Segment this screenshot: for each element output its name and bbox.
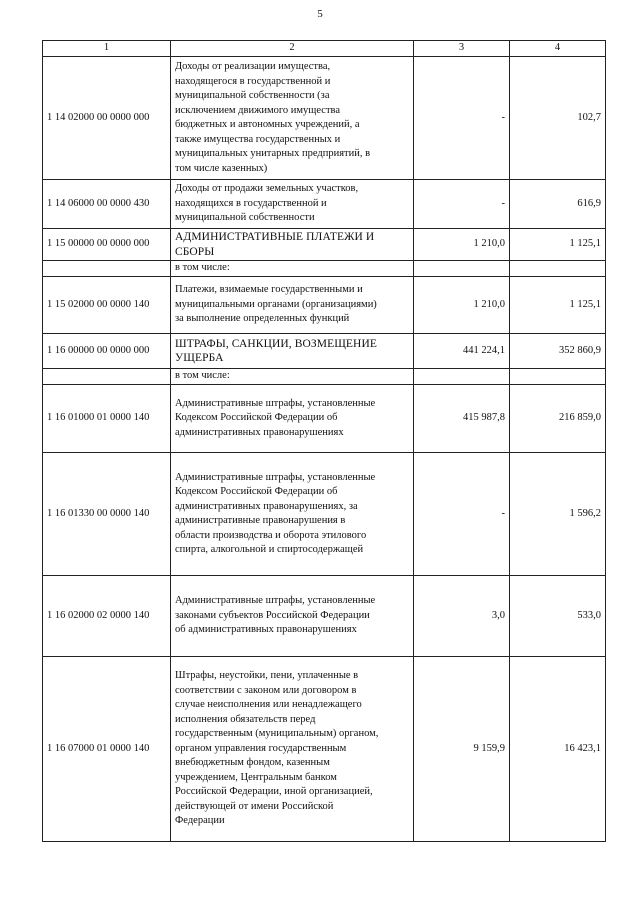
- plan-value-cell: 1 210,0: [414, 229, 510, 261]
- plan-value-cell: 9 159,9: [414, 657, 510, 842]
- description-cell: [171, 657, 414, 842]
- description-line: том числе казенных): [175, 162, 268, 174]
- description-line: исключением движимого имущества: [175, 104, 341, 116]
- description-cell: [171, 229, 414, 261]
- code-cell: [43, 369, 171, 385]
- plan-value-cell: -: [414, 180, 510, 229]
- description-line: исполнения обязательств перед: [175, 713, 316, 725]
- column-header: 3: [414, 41, 510, 57]
- description-line: Доходы от продажи земельных участков,: [175, 183, 359, 195]
- table-subheader-row: [43, 261, 606, 277]
- value-cell: [510, 369, 606, 385]
- description-cell: [171, 180, 414, 229]
- description-line: Российской Федерации, иной организацией,: [175, 786, 373, 798]
- actual-value-cell: 352 860,9: [510, 334, 606, 369]
- table-row: [43, 334, 606, 369]
- description-line: Кодексом Российской Федерации об: [175, 486, 338, 497]
- description-line: также имущества государственных и: [175, 133, 341, 145]
- description-line: государственным (муниципальным) органом,: [175, 728, 379, 740]
- description-line: внебюджетным фондом, казенным: [175, 757, 330, 769]
- table-row: [43, 385, 606, 453]
- description-line: за выполнение определенных функций: [175, 313, 350, 325]
- revenue-table: [42, 40, 606, 842]
- table-subheader-row: [43, 369, 606, 385]
- page-number: 5: [317, 8, 323, 20]
- plan-value-cell: 1 210,0: [414, 277, 510, 334]
- description-line: случае неисполнения или ненадлежащего: [175, 699, 362, 711]
- budget-code-cell: 1 15 02000 00 0000 140: [43, 277, 171, 334]
- description-line: Административные штрафы, установленные: [175, 471, 376, 483]
- actual-value-cell: 616,9: [510, 180, 606, 229]
- subheading-cell: в том числе:: [171, 369, 414, 385]
- description-line: находящихся в государственной и: [175, 197, 327, 209]
- actual-value-cell: 102,7: [510, 57, 606, 180]
- description-line: административных правонарушениях: [175, 426, 344, 438]
- description-line: Штрафы, неустойки, пени, уплаченные в: [175, 670, 359, 682]
- description-line: об административных правонарушениях: [175, 624, 357, 636]
- description-line: СБОРЫ: [175, 245, 215, 258]
- budget-code-cell: 1 14 02000 00 0000 000: [43, 57, 171, 180]
- table-row: [43, 453, 606, 576]
- table-row: [43, 229, 606, 261]
- description-line: АДМИНИСТРАТИВНЫЕ ПЛАТЕЖИ И: [175, 231, 375, 243]
- description-cell: [171, 277, 414, 334]
- actual-value-cell: 216 859,0: [510, 385, 606, 453]
- actual-value-cell: 533,0: [510, 576, 606, 657]
- plan-value-cell: -: [414, 453, 510, 576]
- budget-code-cell: 1 16 07000 01 0000 140: [43, 657, 171, 842]
- budget-code-cell: 1 15 00000 00 0000 000: [43, 229, 171, 261]
- description-line: муниципальными органами (организациями): [175, 298, 377, 310]
- description-line: муниципальных унитарных предприятий, в: [175, 148, 371, 159]
- value-cell: [510, 261, 606, 277]
- actual-value-cell: 1 125,1: [510, 229, 606, 261]
- description-line: муниципальной собственности (за: [175, 90, 330, 101]
- value-cell: [414, 369, 510, 385]
- description-line: административных правонарушениях, за: [175, 500, 358, 512]
- description-line: органом управления государственным: [175, 742, 347, 754]
- description-line: Административные штрафы, установленные: [175, 397, 376, 409]
- subheading-cell: в том числе:: [171, 261, 414, 277]
- description-line: Федерации: [175, 815, 225, 827]
- description-line: соответствии с законом или договором в: [175, 684, 357, 696]
- actual-value-cell: 1 125,1: [510, 277, 606, 334]
- description-cell: [171, 334, 414, 369]
- description-line: спирта, алкогольной и спиртосодержащей: [175, 544, 364, 555]
- table-row: [43, 657, 606, 842]
- description-line: Кодексом Российской Федерации об: [175, 412, 338, 424]
- value-cell: [414, 261, 510, 277]
- plan-value-cell: -: [414, 57, 510, 180]
- description-line: Административные штрафы, установленные: [175, 595, 376, 607]
- budget-code-cell: 1 16 02000 02 0000 140: [43, 576, 171, 657]
- plan-value-cell: 415 987,8: [414, 385, 510, 453]
- description-line: учреждением, Центральным банком: [175, 771, 337, 783]
- table-row: [43, 57, 606, 180]
- description-cell: [171, 57, 414, 180]
- description-line: бюджетных и автономных учреждений, а: [175, 119, 360, 130]
- table-row: [43, 180, 606, 229]
- description-cell: [171, 453, 414, 576]
- description-line: ШТРАФЫ, САНКЦИИ, ВОЗМЕЩЕНИЕ: [175, 337, 377, 350]
- description-line: административные правонарушения в: [175, 515, 346, 526]
- description-line: законами субъектов Российской Федерации: [175, 609, 370, 621]
- plan-value-cell: 441 224,1: [414, 334, 510, 369]
- plan-value-cell: 3,0: [414, 576, 510, 657]
- description-line: находящегося в государственной и: [175, 75, 331, 87]
- column-header: 1: [43, 41, 171, 57]
- actual-value-cell: 1 596,2: [510, 453, 606, 576]
- description-line: муниципальной собственности: [175, 212, 315, 224]
- column-header: 4: [510, 41, 606, 57]
- description-cell: [171, 576, 414, 657]
- code-cell: [43, 261, 171, 277]
- column-header: 2: [171, 41, 414, 57]
- actual-value-cell: 16 423,1: [510, 657, 606, 842]
- description-cell: [171, 385, 414, 453]
- description-line: действующей от имени Российской: [175, 800, 334, 812]
- budget-code-cell: 1 16 01330 00 0000 140: [43, 453, 171, 576]
- description-line: Доходы от реализации имущества,: [175, 61, 331, 72]
- table-header-row: [43, 41, 606, 57]
- budget-code-cell: 1 16 00000 00 0000 000: [43, 334, 171, 369]
- description-line: УЩЕРБА: [175, 352, 224, 364]
- budget-code-cell: 1 14 06000 00 0000 430: [43, 180, 171, 229]
- description-line: Платежи, взимаемые государственными и: [175, 284, 363, 296]
- table-row: [43, 277, 606, 334]
- budget-code-cell: 1 16 01000 01 0000 140: [43, 385, 171, 453]
- table-row: [43, 576, 606, 657]
- description-line: области производства и оборота этилового: [175, 529, 367, 541]
